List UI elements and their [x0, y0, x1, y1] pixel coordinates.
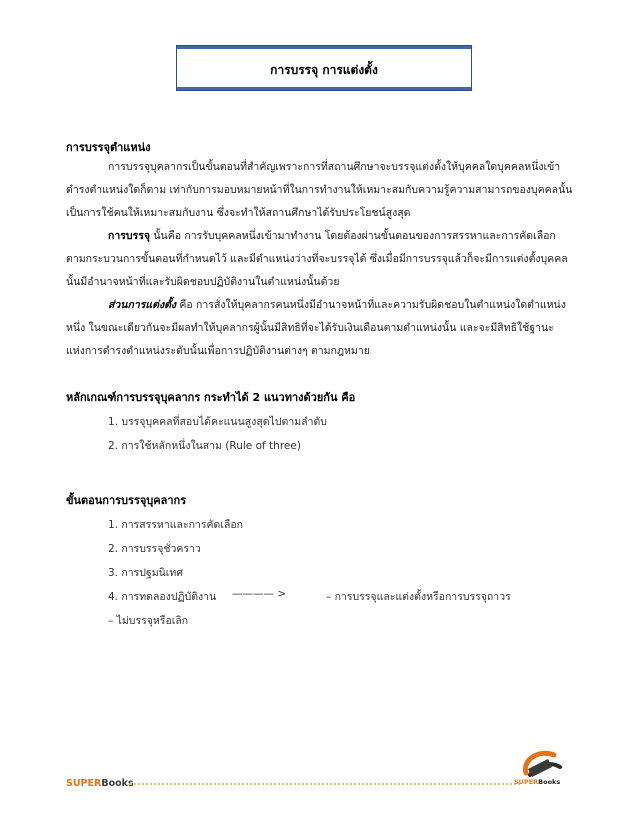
paragraph-2-line-3: นั้นมีอำนาจหน้าที่และรับผิดชอบปฏิบัติงานในตำแหน่งนั้นด้วย — [66, 276, 340, 288]
logo-label-books: Books — [538, 778, 561, 786]
title-box-top-bar — [177, 46, 471, 49]
step-item-3: 3. การปฐมนิเทศ — [108, 567, 183, 579]
paragraph-2-line-1 — [108, 229, 556, 243]
title-box-bottom-bar — [177, 87, 471, 90]
criteria-item-2: 2. การใช้หลักหนึ่งในสาม (Rule of three) — [108, 440, 301, 452]
logo-label — [514, 778, 560, 786]
step-item-1: 1. การสรรหาและการคัดเลือก — [108, 519, 244, 531]
section-heading-criteria: หลักเกณฑ์การบรรจุบุคลากร กระทำได้ 2 แนวทางด้วยกัน คือ — [66, 391, 356, 404]
step-item-2: 2. การบรรจุชั่วคราว — [108, 543, 201, 555]
step-item-4-arrow: ———— > — [232, 588, 287, 600]
step-item-4-outcome-2: – ไม่บรรจุหรือเลิก — [108, 615, 189, 627]
term-assignment: ส่วนการแต่งตั้ง — [108, 299, 177, 311]
step-item-4-outcome-1: – การบรรจุและแต่งตั้งหรือการบรรจุถาวร — [326, 591, 511, 603]
paragraph-1-line-3: เป็นการใช้คนให้เหมาะสมกับงาน ซึ่งจะทำให้สถานศึกษาได้รับประโยชน์สูงสุด — [66, 207, 411, 219]
paragraph-3-line-3: แห่งการดำรงตำแหน่งระดับนั้นเพื่อการปฏิบัติงานต่างๆ ตามกฎหมาย — [66, 345, 370, 357]
paragraph-3-line-1 — [108, 298, 566, 312]
section-heading-appointment: การบรรจุตำแหน่ง — [66, 141, 151, 154]
paragraph-2-line-1-text: นั้นคือ การรับบุคคลหนึ่งเข้ามาทำงาน โดยต้องผ่านขั้นตอนของการสรรหาและการคัดเลือก — [150, 230, 556, 242]
paragraph-2-line-2: ตามกระบวนการขั้นตอนที่กำหนดไว้ และมีตำแหน่งว่างที่จะบรรจุได้ ซึ่งเมื่อมีการบรรจุแล้วก็จะมีการแต่งตั้งบุคคล — [66, 253, 568, 265]
footer-brand-books: Books — [101, 778, 134, 789]
criteria-item-1: 1. บรรจุบุคคลที่สอบได้คะแนนสูงสุดไปตามลำดับ — [108, 416, 327, 428]
paragraph-1-line-2: ดำรงตำแหน่งใดก็ตาม เท่ากับการมอบหมายหน้าที่ในการทำงานให้เหมาะสมกับความรู้ความสามารถของบุคคลนั้น — [66, 184, 573, 196]
title-box — [176, 45, 472, 91]
footer-brand — [66, 778, 134, 789]
paragraph-3-line-1-text: คือ การสั่งให้บุคลากรคนหนึ่งมีอำนาจหน้าที่และความรับผิดชอบในตำแหน่งใดตำแหน่ง — [176, 299, 566, 311]
term-appointment: การบรรจุ — [108, 230, 150, 242]
footer-divider — [130, 783, 520, 785]
footer-brand-super: SUPER — [66, 778, 102, 789]
step-item-4-label: 4. การทดลองปฏิบัติงาน — [108, 591, 217, 603]
page-title: การบรรจุ การแต่งตั้ง — [270, 63, 378, 77]
section-heading-steps: ขั้นตอนการบรรจุบุคลากร — [66, 494, 187, 507]
logo-label-super: SUPER — [514, 778, 539, 786]
paragraph-1-line-1: การบรรจุบุคลากรเป็นขั้นตอนที่สำคัญเพราะการที่สถานศึกษาจะบรรจุแต่งตั้งให้บุคคลใดบุคคลหนึ่งเข้า — [108, 161, 561, 173]
paragraph-3-line-2: หนึ่ง ในขณะเดียวกันจะมีผลทำให้บุคลากรผู้นั้นมีสิทธิที่จะได้รับเงินเดือนตามตำแหน่งนั้น และจะมีสิทธิใช้ฐานะ — [66, 322, 554, 334]
